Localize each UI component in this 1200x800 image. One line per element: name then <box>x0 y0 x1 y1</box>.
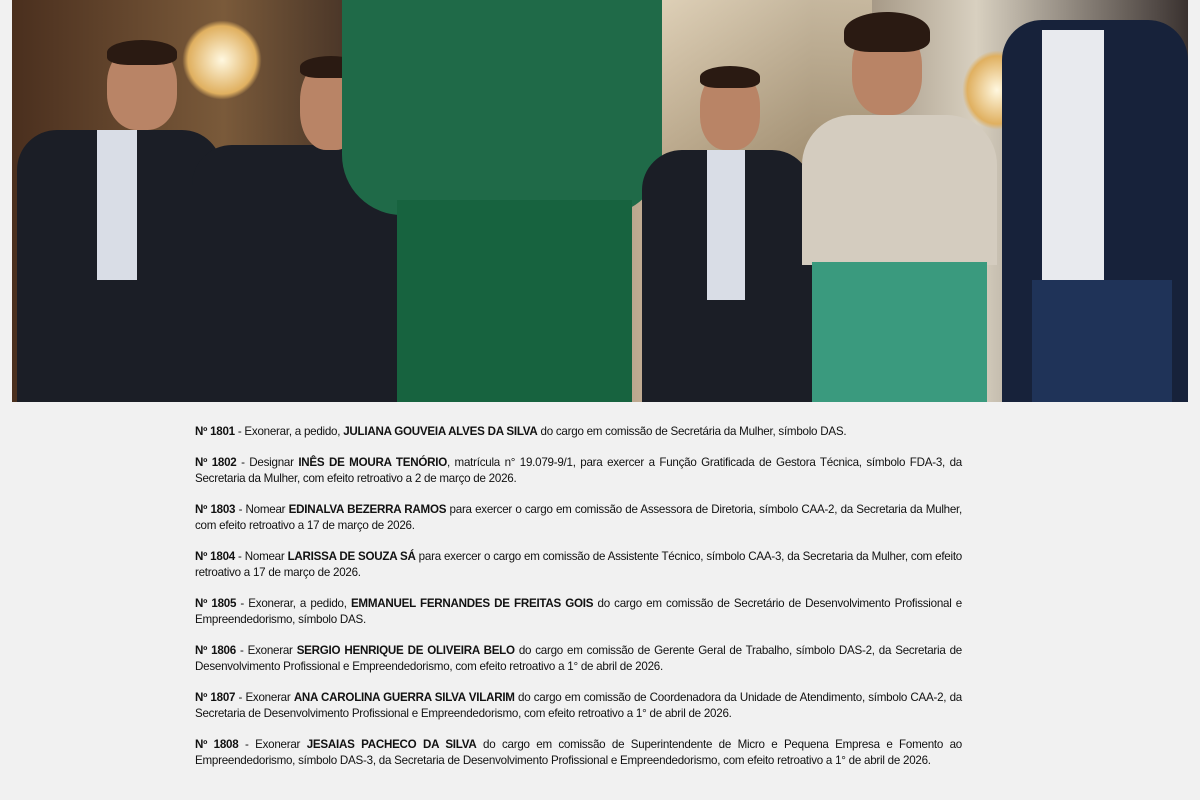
decree-entry-1806 <box>195 643 962 675</box>
person-name: EMMANUEL FERNANDES DE FREITAS GOIS <box>350 597 594 610</box>
decree-details: do cargo em comissão de Secretário de Desenvolvimento Profissional e Empreendedorismo, símbolo DAS. <box>195 597 963 626</box>
decree-entry-1807 <box>195 690 962 722</box>
decree-number: Nº 1804 <box>195 550 235 563</box>
official-gazette-text <box>195 424 962 784</box>
decree-action: - Designar <box>236 456 299 469</box>
decree-action: - Exonerar <box>235 644 297 657</box>
decree-number: Nº 1805 <box>195 597 237 610</box>
decree-details: do cargo em comissão de Gerente Geral de Trabalho, símbolo DAS-2, da Secretaria de Desenvolvimento Profissional e Empreendedorismo, com efeito retroativo a 1° de abril de 2026. <box>195 644 962 673</box>
person-name: JESAIAS PACHECO DA SILVA <box>306 738 477 751</box>
person-name: EDINALVA BEZERRA RAMOS <box>288 503 447 516</box>
decree-number: Nº 1801 <box>195 425 235 438</box>
decree-entry-1804 <box>195 549 962 581</box>
decree-entry-1802 <box>195 455 962 487</box>
decree-action: - Exonerar, a pedido, <box>236 597 351 610</box>
event-photo <box>12 0 1188 402</box>
decree-action: - Exonerar <box>235 691 294 704</box>
decree-entry-1805 <box>195 596 962 628</box>
decree-details: , matrícula n° 19.079-9/1, para exercer a Função Gratificada de Gestora Técnica, símbolo FDA-3, da Secretaria da Mulher, com efeito retroativo a 2 de março de 2026. <box>195 456 963 485</box>
person-name: INÊS DE MOURA TENÓRIO <box>298 456 447 469</box>
person-name: JULIANA GOUVEIA ALVES DA SILVA <box>343 425 538 438</box>
decree-details: para exercer o cargo em comissão de Assistente Técnico, símbolo CAA-3, da Secretaria da Mulher, com efeito retroativo a 17 de março de 2026. <box>195 550 963 579</box>
wall-lamp <box>182 20 262 100</box>
decree-number: Nº 1806 <box>195 644 236 657</box>
person-name: LARISSA DE SOUZA SÁ <box>287 550 416 563</box>
person-name: SERGIO HENRIQUE DE OLIVEIRA BELO <box>296 644 515 657</box>
decree-entry-1808 <box>195 737 962 769</box>
decree-details: do cargo em comissão de Secretária da Mulher, símbolo DAS. <box>537 425 847 438</box>
decree-number: Nº 1808 <box>195 738 239 751</box>
decree-number: Nº 1803 <box>195 503 236 516</box>
decree-details: do cargo em comissão de Superintendente de Micro e Pequena Empresa e Fomento ao Empreendedorismo, símbolo DAS-3, da Secretaria de Desenvolvimento Profissional e Empreendedorismo, com efeito retroativo a 1° de abril de 2026. <box>195 738 962 767</box>
decree-details: do cargo em comissão de Coordenadora da Unidade de Atendimento, símbolo CAA-2, da Secretaria de Desenvolvimento Profissional e Empreendedorismo, com efeito retroativo a 1° de abril de 2026. <box>195 691 962 720</box>
decree-details: para exercer o cargo em comissão de Assessora de Diretoria, símbolo CAA-2, da Secretaria da Mulher, com efeito retroativo a 17 de março de 2026. <box>195 503 963 532</box>
decree-number: Nº 1807 <box>195 691 236 704</box>
decree-entry-1803 <box>195 502 962 534</box>
decree-number: Nº 1802 <box>195 456 237 469</box>
person-name: ANA CAROLINA GUERRA SILVA VILARIM <box>293 691 515 704</box>
decree-action: - Nomear <box>234 550 288 563</box>
decree-entry-1801 <box>195 424 962 440</box>
decree-action: - Exonerar, a pedido, <box>234 425 344 438</box>
decree-action: - Exonerar <box>238 738 307 751</box>
decree-action: - Nomear <box>235 503 289 516</box>
